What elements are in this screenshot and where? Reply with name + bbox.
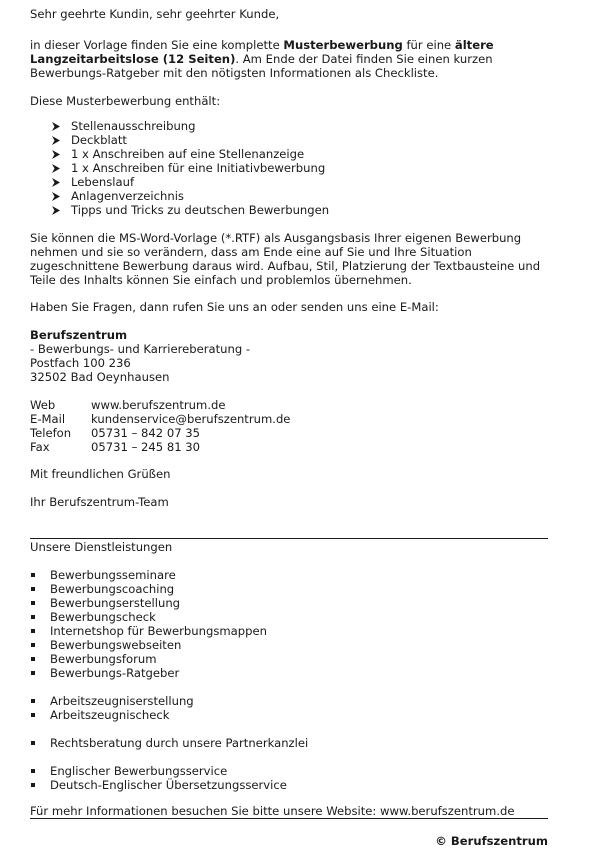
square-bullet-icon [31, 643, 35, 647]
list-item: Bewerbungswebseiten [50, 638, 182, 652]
arrow-bullet-icon [52, 178, 60, 187]
intro-line-3: Bewerbungs-Ratgeber mit den nötigsten Informationen als Checkliste. [30, 66, 439, 80]
list-item: Bewerbungs-Ratgeber [50, 666, 180, 680]
company-name: Berufszentrum [30, 328, 128, 342]
usage-line-4: Teile des Inhalts können Sie einfach und problemlos übernehmen. [30, 273, 412, 287]
list-item: Deckblatt [71, 133, 127, 147]
square-bullet-icon [31, 629, 35, 633]
signature: Ihr Berufszentrum-Team [30, 495, 169, 509]
intro-bold-target-group: Langzeitarbeitslose (12 Seiten) [30, 52, 236, 66]
list-item: Arbeitszeugniserstellung [50, 694, 194, 708]
square-bullet-icon [31, 769, 35, 773]
fax-value: 05731 – 245 81 30 [91, 440, 201, 454]
list-item: Deutsch-Englischer Übersetzungsservice [50, 778, 287, 792]
square-bullet-icon [31, 741, 35, 745]
intro-bold-aeltere: ältere [454, 38, 494, 52]
arrow-bullet-icon [52, 150, 60, 159]
contact-label: E-Mail [30, 412, 66, 426]
contact-email-row [30, 412, 290, 426]
arrow-bullet-icon [52, 206, 60, 215]
salutation: Sehr geehrte Kundin, sehr geehrter Kunde, [30, 7, 280, 21]
list-item: 1 x Anschreiben auf eine Stellenanzeige [71, 147, 305, 161]
list-item: Bewerbungsseminare [50, 568, 176, 582]
list-item: Bewerbungserstellung [50, 596, 181, 610]
email-link[interactable]: kundenservice@berufszentrum.de [91, 412, 291, 426]
contact-web-row [30, 398, 226, 412]
contents-heading: Diese Musterbewerbung enthält: [30, 94, 221, 108]
company-city: 32502 Bad Oeynhausen [30, 370, 170, 384]
company-tagline: - Bewerbungs- und Karriereberatung - [30, 342, 251, 356]
list-item: Lebenslauf [71, 175, 135, 189]
list-item: Rechtsberatung durch unsere Partnerkanzlei [50, 736, 309, 750]
copyright: © Berufszentrum [435, 834, 548, 848]
list-item: Internetshop für Bewerbungsmappen [50, 624, 267, 638]
list-item: Stellenausschreibung [71, 119, 196, 133]
square-bullet-icon [31, 601, 35, 605]
contact-fax-row [30, 440, 200, 454]
company-postbox: Postfach 100 236 [30, 356, 131, 370]
list-item: Bewerbungscoaching [50, 582, 175, 596]
square-bullet-icon [31, 615, 35, 619]
intro-line-1: in dieser Vorlage finden Sie eine komplette Musterbewerbung für eine ältere [30, 38, 494, 52]
square-bullet-icon [31, 587, 35, 591]
intro-line-2: Langzeitarbeitslose (12 Seiten). Am Ende der Datei finden Sie einen kurzen [30, 52, 493, 66]
arrow-bullet-icon [52, 192, 60, 201]
contact-label: Web [30, 398, 56, 412]
arrow-bullet-icon [52, 164, 60, 173]
questions-line: Haben Sie Fragen, dann rufen Sie uns an oder senden uns eine E-Mail: [30, 300, 439, 314]
intro-bold-musterbewerbung: Musterbewerbung [283, 38, 403, 52]
list-item: Englischer Bewerbungsservice [50, 764, 228, 778]
square-bullet-icon [31, 657, 35, 661]
footer-divider [30, 818, 548, 819]
divider [30, 538, 548, 539]
square-bullet-icon [31, 713, 35, 717]
list-item: Bewerbungsforum [50, 652, 157, 666]
usage-line-2: nehmen und sie so verändern, dass am Ende eine auf Sie und Ihre Situation [30, 245, 472, 259]
phone-value: 05731 – 842 07 35 [91, 426, 201, 440]
closing: Mit freundlichen Grüßen [30, 467, 171, 481]
arrow-bullet-icon [52, 122, 60, 131]
arrow-bullet-icon [52, 136, 60, 145]
list-item: Bewerbungscheck [50, 610, 156, 624]
footer-note: Für mehr Informationen besuchen Sie bitte unsere Website: www.berufszentrum.de [30, 804, 515, 818]
list-item: Arbeitszeugnischeck [50, 708, 170, 722]
contact-phone-row [30, 426, 200, 440]
square-bullet-icon [31, 783, 35, 787]
list-item: 1 x Anschreiben für eine Initiativbewerbung [71, 161, 326, 175]
list-item: Anlagenverzeichnis [71, 189, 184, 203]
list-item: Tipps und Tricks zu deutschen Bewerbungen [71, 203, 330, 217]
services-heading: Unsere Dienstleistungen [30, 540, 173, 554]
usage-line-1: Sie können die MS-Word-Vorlage (*.RTF) als Ausgangsbasis Ihrer eigenen Bewerbung [30, 231, 522, 245]
square-bullet-icon [31, 573, 35, 577]
contact-label: Fax [30, 440, 50, 454]
contact-label: Telefon [30, 426, 72, 440]
website-link[interactable]: www.berufszentrum.de [91, 398, 226, 412]
square-bullet-icon [31, 699, 35, 703]
square-bullet-icon [31, 671, 35, 675]
usage-line-3: zugeschnittene Bewerbung daraus wird. Aufbau, Stil, Platzierung der Textbausteine und [30, 259, 541, 273]
